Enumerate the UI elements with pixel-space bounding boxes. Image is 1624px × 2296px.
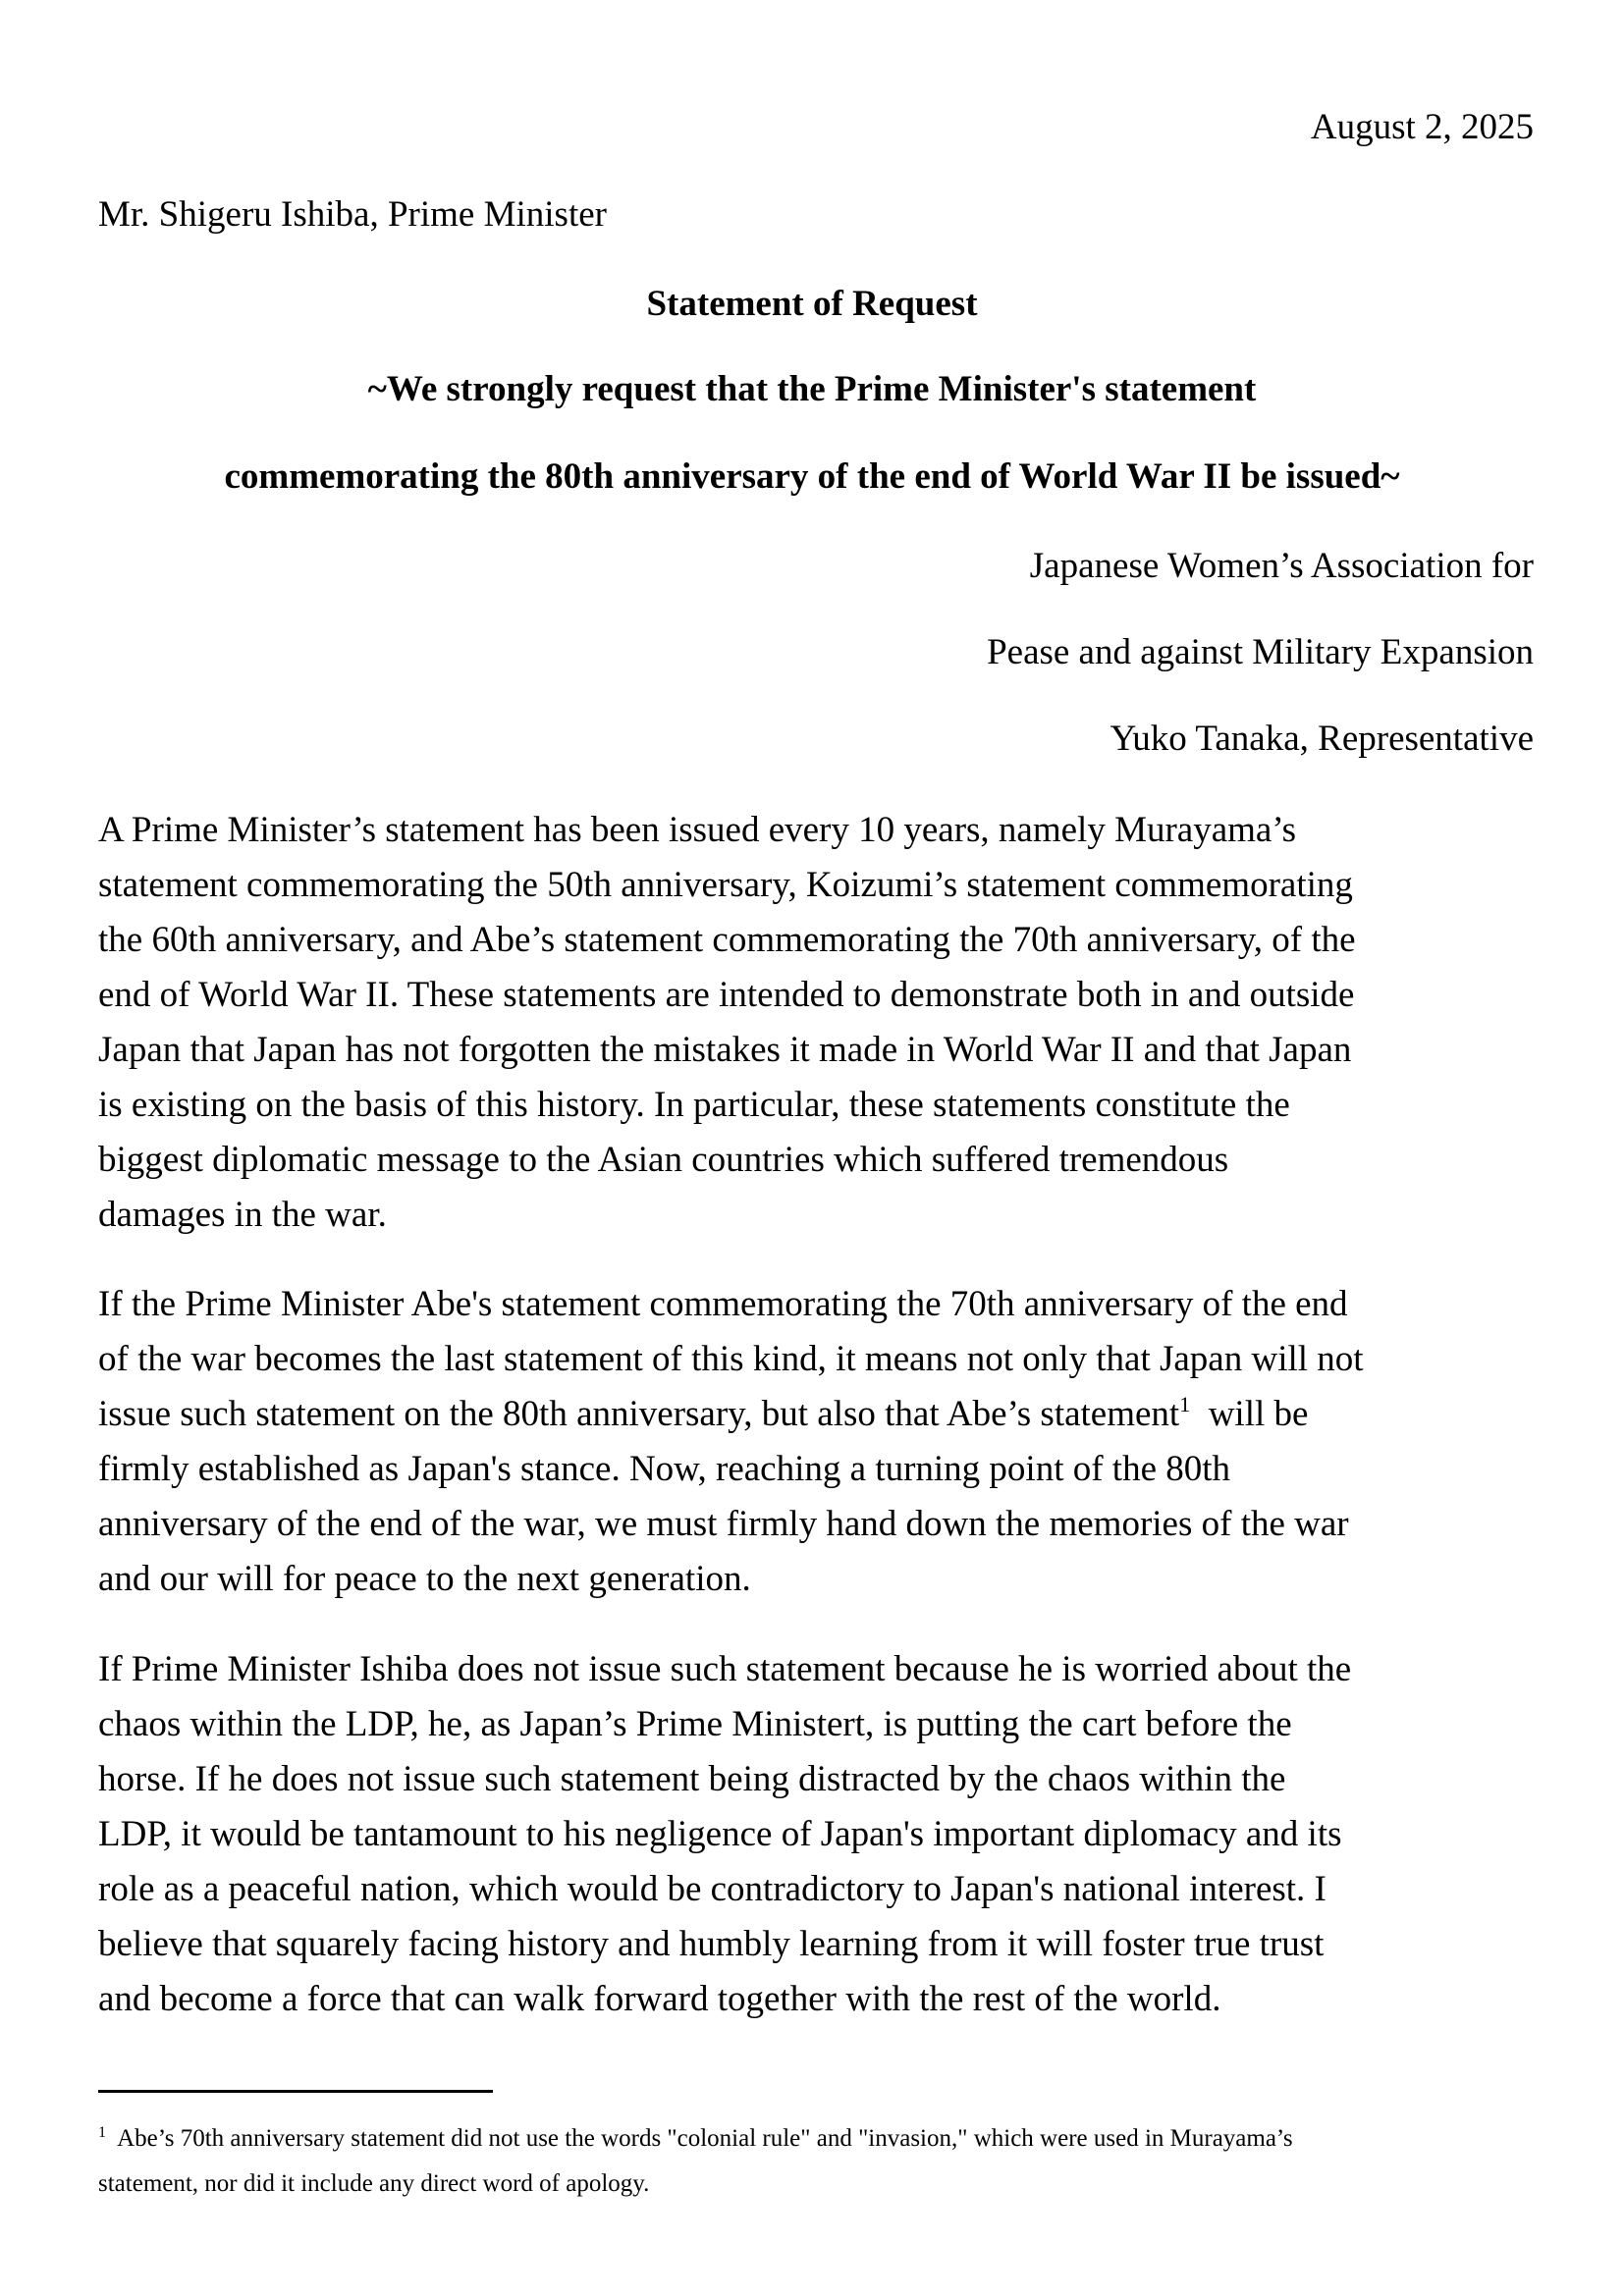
paragraph-line: If the Prime Minister Abe's statement commemorating the 70th anniversary of the end xyxy=(98,1284,1348,1324)
paragraph-line: statement commemorating the 50th anniversary, Koizumi’s statement commemorating xyxy=(98,865,1353,905)
footnote-reference[interactable]: 1 xyxy=(1179,1392,1191,1416)
paragraph-line: and our will for peace to the next generation. xyxy=(98,1559,751,1599)
paragraph-line: horse. If he does not issue such statement being distracted by the chaos within the xyxy=(98,1759,1286,1799)
letter-date: August 2, 2025 xyxy=(1310,107,1534,147)
paragraph-line: of the war becomes the last statement of this kind, it means not only that Japan will not xyxy=(98,1339,1364,1379)
sender-representative: Yuko Tanaka, Representative xyxy=(1110,719,1534,759)
paragraph-line: Japan that Japan has not forgotten the mistakes it made in World War II and that Japan xyxy=(98,1030,1352,1070)
subtitle-line-2: commemorating the 80th anniversary of the end of World War II be issued~ xyxy=(224,456,1400,497)
paragraph-line: firmly established as Japan's stance. Now, reaching a turning point of the 80th xyxy=(98,1449,1231,1489)
paragraph-line: If Prime Minister Ishiba does not issue such statement because he is worried about the xyxy=(98,1649,1352,1689)
footnote-line: statement, nor did it include any direct word of apology. xyxy=(98,2170,650,2197)
sender-organization-line-2: Pease and against Military Expansion xyxy=(987,632,1534,672)
paragraph-line: is existing on the basis of this history. In particular, these statements constitute the xyxy=(98,1085,1290,1125)
footnote-line xyxy=(98,2124,1293,2154)
footnote-separator xyxy=(98,2090,493,2093)
paragraph-line: end of World War II. These statements are intended to demonstrate both in and outside xyxy=(98,975,1355,1015)
paragraph-line: the 60th anniversary, and Abe’s statement commemorating the 70th anniversary, of the xyxy=(98,920,1356,960)
paragraph-line: anniversary of the end of the war, we must firmly hand down the memories of the war xyxy=(98,1504,1349,1544)
sender-organization-line-1: Japanese Women’s Association for xyxy=(1029,546,1534,586)
paragraph-line: LDP, it would be tantamount to his negligence of Japan's important diplomacy and its xyxy=(98,1814,1342,1854)
footnote-number: 1 xyxy=(98,2124,106,2141)
paragraph-line: A Prime Minister’s statement has been issued every 10 years, namely Murayama’s xyxy=(98,810,1297,850)
paragraph-line-text: will be xyxy=(1190,1394,1309,1434)
paragraph-line xyxy=(98,1393,1308,1436)
paragraph-line: and become a force that can walk forward together with the rest of the world. xyxy=(98,1979,1221,2019)
paragraph-line: believe that squarely facing history and humbly learning from it will foster true trust xyxy=(98,1924,1325,1964)
paragraph-line: role as a peaceful nation, which would be contradictory to Japan's national interest. I xyxy=(98,1869,1326,1909)
paragraph-line: chaos within the LDP, he, as Japan’s Prime Ministert, is putting the cart before the xyxy=(98,1704,1292,1744)
addressee: Mr. Shigeru Ishiba, Prime Minister xyxy=(98,194,607,235)
paragraph-line: damages in the war. xyxy=(98,1195,387,1235)
subtitle-line-1: ~We strongly request that the Prime Minister's statement xyxy=(367,369,1257,409)
paragraph-line: biggest diplomatic message to the Asian countries which suffered tremendous xyxy=(98,1140,1229,1180)
document-title: Statement of Request xyxy=(646,284,978,324)
footnote-text: Abe’s 70th anniversary statement did not use the words "colonial rule" and "invasion," which were used in Murayama’s xyxy=(106,2125,1293,2152)
paragraph-line-text: issue such statement on the 80th anniversary, but also that Abe’s statement xyxy=(98,1394,1180,1434)
